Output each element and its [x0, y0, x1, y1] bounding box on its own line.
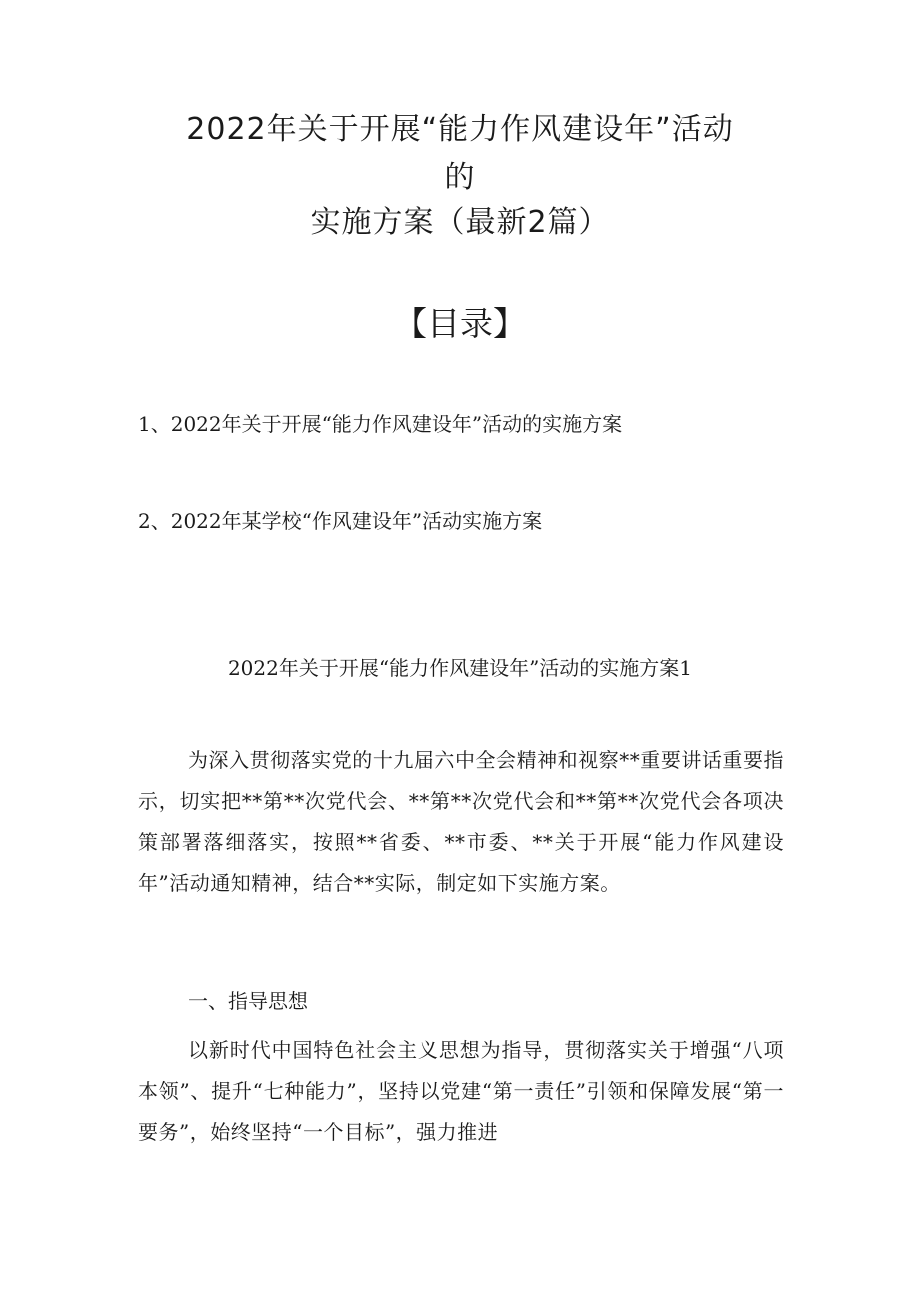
- guiding-ideology-paragraph: 以新时代中国特色社会主义思想为指导，贯彻落实关于增强“八项本领”、提升“七种能力”，坚持以党建“第一责任”引领和保障发展“第一要务”，始终坚持“一个目标”，强力推进: [138, 1038, 784, 1144]
- toc-item-2: 2、2022年某学校“作风建设年”活动实施方案: [138, 509, 543, 533]
- section-title: 2022年关于开展“能力作风建设年”活动的实施方案1: [227, 656, 693, 680]
- section-heading-guiding-ideology: 一、指导思想: [188, 989, 308, 1013]
- document-title-line-2: 的: [444, 160, 476, 195]
- toc-heading: 【目录】: [394, 304, 526, 343]
- document-title-line-3: 实施方案（最新2篇）: [310, 205, 610, 240]
- intro-paragraph: 为深入贯彻落实党的十九届六中全会精神和视察**重要讲话重要指示，切实把**第**次党代会、**第**次党代会和**第**次党代会各项决策部署落细落实，按照**省委、**市委、**关于开展“能力作风建设年”活动通知精神，结合**实际，制定如下实施方案。: [138, 748, 784, 895]
- toc-item-1: 1、2022年关于开展“能力作风建设年”活动的实施方案: [138, 412, 623, 436]
- document-title-line-1: 2022年关于开展“能力作风建设年”活动: [186, 112, 734, 147]
